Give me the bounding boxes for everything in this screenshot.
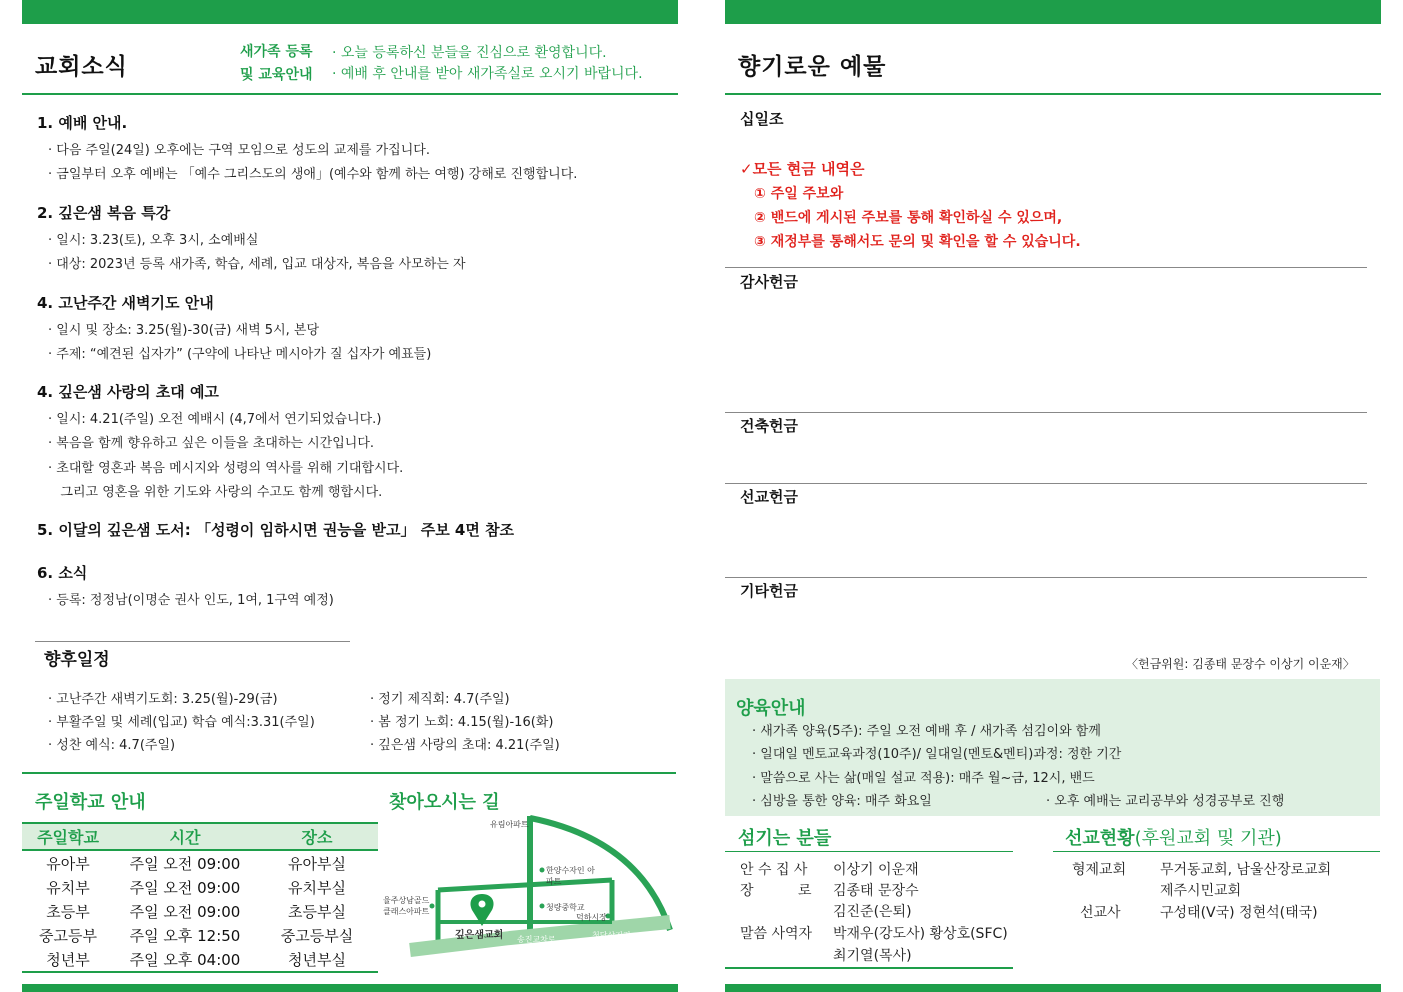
welcome-line-2: · 예배 후 안내를 받아 새가족실로 오시기 바랍니다. (332, 66, 643, 82)
table-row (22, 899, 378, 923)
server-names: 박재우(강도사) 황상호(SFC) (833, 926, 1008, 942)
section-line: · 주제: “예견된 십자가” (구약에 나타난 메시아가 질 십자가 예표들) (48, 347, 432, 362)
mission-role: 선교사 (1080, 905, 1121, 921)
table-header: 시간 (114, 823, 256, 850)
table-cell: 유치부실 (288, 878, 346, 897)
table-cell: 중고등부실 (280, 926, 354, 945)
offering-rule (725, 412, 1367, 413)
server-names: 이상기 이운재 (833, 862, 919, 878)
schedule-item: · 고난주간 새벽기도회: 3.25(월)-29(금) (48, 692, 278, 707)
nurture-line: · 일대일 멘토교육과정(10주)/ 일대일(멘토&멘티)과정: 정한 기간 (752, 747, 1122, 762)
nurture-title: 양육안내 (736, 698, 806, 719)
top-bar-right (725, 0, 1381, 24)
map-dot (540, 868, 545, 873)
mission-names: 제주시민교회 (1160, 883, 1242, 899)
server-names: 김종태 문장수 (833, 883, 919, 899)
table-cell: 주일 오전 09:00 (129, 902, 241, 921)
map-label: 덕하시장 (576, 913, 607, 922)
table-cell: 중고등부 (39, 926, 97, 945)
welcome-label-2: 및 교육안내 (240, 67, 313, 83)
section-title: 2. 깊은샘 복음 특강 (37, 204, 171, 222)
section-title: 6. 소식 (37, 564, 88, 582)
offering-committee: 〈헌금위원: 김종태 문장수 이상기 이운재〉 (1126, 657, 1355, 671)
section-line: 그리고 영혼을 위한 기도와 사랑의 수고도 함께 행합시다. (48, 485, 383, 500)
table-row (22, 923, 378, 947)
schedule-item: · 정기 제직회: 4.7(주일) (370, 692, 510, 707)
sunday-school-title: 주일학교 안내 (35, 792, 146, 813)
page-title-right: 향기로운 예물 (738, 54, 887, 80)
section-line: · 일시: 4.21(주일) 오전 예배시 (4,7에서 연기되었습니다.) (48, 412, 382, 427)
offering-rule (725, 267, 1367, 268)
offering-rule (725, 483, 1367, 484)
offering-label: 선교헌금 (740, 488, 798, 506)
section-line: · 등록: 정정남(이명순 권사 인도, 1여, 1구역 예정) (48, 593, 334, 608)
mission-title-main: 선교현황 (1065, 828, 1135, 849)
title-rule-left (22, 93, 678, 95)
mission-subtitle: (후원교회 및 기관) (1134, 828, 1282, 849)
table-cell: 주일 오후 04:00 (129, 950, 241, 969)
map-label: 청당삼거리 (592, 931, 631, 940)
servers-title: 섬기는 분들 (738, 828, 832, 849)
page-title-left: 교회소식 (35, 54, 128, 80)
mission-title (1065, 824, 1282, 850)
section-line: · 대상: 2023년 등록 새가족, 학습, 세례, 입교 대상자, 복음을 사모하는 자 (48, 257, 466, 272)
section-line: · 일시 및 장소: 3.25(월)-30(금) 새벽 5시, 본당 (48, 323, 320, 338)
table-cell: 주일 오전 09:00 (129, 854, 241, 873)
schedule-item: · 성찬 예식: 4.7(주일) (48, 738, 176, 753)
map-pin-hole (479, 901, 486, 908)
map-label: 깊은샘교회 (455, 930, 504, 941)
table-cell: 초등부 (46, 902, 90, 921)
table-cell: 유아부 (46, 854, 90, 873)
title-rule-right (725, 93, 1381, 95)
server-names: 최기열(목사) (833, 948, 912, 964)
table-cell: 초등부실 (288, 902, 346, 921)
section-line: · 복음을 함께 향유하고 싶은 이들을 초대하는 시간입니다. (48, 436, 375, 451)
table-row (22, 875, 378, 899)
schedule-rule (35, 641, 350, 642)
bottom-bar-left (22, 984, 678, 992)
offering-rule (725, 577, 1367, 578)
mission-top-rule (1053, 851, 1380, 852)
notice-line: ① 주일 주보와 (754, 186, 844, 202)
welcome-label-1: 새가족 등록 (240, 44, 313, 60)
map-label: 한양수자인 아파트 (546, 866, 595, 886)
section-title: 5. 이달의 깊은샘 도서: 「성령이 임하시면 권능을 받고」 주보 4면 참조 (37, 521, 515, 539)
schedule-item: · 깊은샘 사랑의 초대: 4.21(주일) (370, 738, 560, 753)
server-names: 김진준(은퇴) (833, 904, 912, 920)
notice-line: ② 밴드에 게시된 주보를 통해 확인하실 수 있으며, (754, 210, 1063, 226)
map-dot (540, 904, 545, 909)
directions-title: 찾아오시는 길 (389, 792, 500, 813)
server-role: 말씀 사역자 (740, 926, 813, 942)
offering-label: 건축헌금 (740, 417, 798, 435)
map-label: 유림아파트 (490, 820, 529, 829)
mission-names: 구성태(V국) 정현석(태국) (1160, 905, 1318, 921)
servers-top-rule (725, 851, 1013, 852)
nurture-line: · 새가족 양육(5주): 주일 오전 예배 후 / 새가족 섬김이와 함께 (752, 724, 1101, 739)
table-cell: 청년부 (46, 950, 90, 969)
table-row (22, 947, 378, 972)
map-label: 송진교차로 (517, 935, 556, 944)
section-title: 4. 고난주간 새벽기도 안내 (37, 294, 214, 312)
mission-names: 무거동교회, 남울산장로교회 (1160, 862, 1332, 878)
table-cell: 주일 오후 12:50 (129, 926, 241, 945)
section-line: · 다음 주일(24일) 오후에는 구역 모임으로 성도의 교제를 가집니다. (48, 143, 430, 158)
schedule-item: · 부활주일 및 세례(입교) 학습 예식:3.31(주일) (48, 715, 315, 730)
server-role: 장 로 (740, 883, 812, 899)
table-header: 주일학교 (22, 823, 114, 850)
sunday-school-table (22, 822, 378, 973)
bottom-bar-right (725, 984, 1381, 992)
table-cell: 유치부 (46, 878, 90, 897)
table-row (22, 850, 378, 875)
server-role: 안 수 집 사 (740, 862, 808, 878)
section-title: 1. 예배 안내. (37, 114, 128, 132)
map-label: 율주상남골드 클래스아파트 (383, 896, 430, 916)
offering-label: 감사헌금 (740, 273, 798, 291)
table-header: 장소 (256, 823, 378, 850)
mission-role: 형제교회 (1072, 862, 1127, 878)
section-line: · 일시: 3.23(토), 오후 3시, 소예배실 (48, 233, 259, 248)
offering-label: 기타헌금 (740, 582, 798, 600)
notice-line: ✓모든 현금 내역은 (740, 160, 865, 178)
schedule-item: · 봄 정기 노회: 4.15(월)-16(화) (370, 715, 554, 730)
servers-bottom-rule (725, 967, 1013, 969)
offering-label-tithe: 십일조 (740, 110, 784, 128)
table-cell: 유아부실 (288, 854, 346, 873)
schedule-bottom-rule (22, 772, 676, 774)
nurture-line: · 심방을 통한 양육: 매주 화요일 (752, 794, 932, 809)
nurture-line: · 말씀으로 사는 삶(매일 설교 적용): 매주 월~금, 12시, 밴드 (752, 771, 1095, 786)
welcome-line-1: · 오늘 등록하신 분들을 진심으로 환영합니다. (332, 45, 607, 61)
nurture-extra: · 오후 예배는 교리공부와 성경공부로 진행 (1046, 794, 1285, 809)
notice-line: ③ 재정부를 통해서도 문의 및 확인을 할 수 있습니다. (754, 234, 1081, 250)
table-cell: 청년부실 (288, 950, 346, 969)
schedule-title: 향후일정 (44, 650, 110, 670)
top-bar-left (22, 0, 678, 24)
section-line: · 초대할 영혼과 복음 메시지와 성령의 역사를 위해 기대합시다. (48, 461, 404, 476)
map-label: 청량중학교 (546, 903, 585, 912)
table-cell: 주일 오전 09:00 (129, 878, 241, 897)
section-line: · 금일부터 오후 예배는 「예수 그리스도의 생애」(예수와 함께 하는 여행) 강해로 진행합니다. (48, 167, 578, 182)
section-title: 4. 깊은샘 사랑의 초대 예고 (37, 383, 219, 401)
